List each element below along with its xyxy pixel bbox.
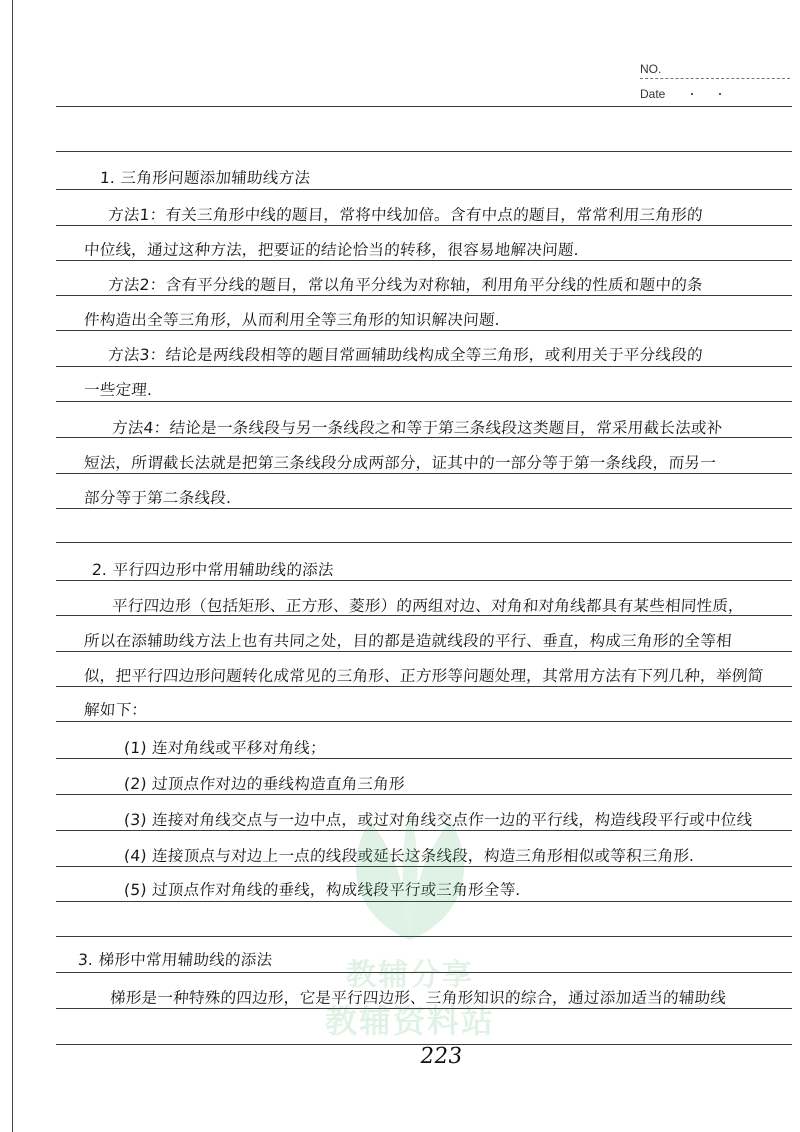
page-number: 223 (418, 1044, 464, 1069)
ruled-line (56, 830, 792, 831)
ruled-line (56, 260, 792, 261)
watermark-line-2: 教辅资料站 (324, 1002, 495, 1040)
ruled-line (56, 866, 792, 867)
section-2-heading: 2. 平行四边形中常用辅助线的添法 (91, 561, 335, 579)
ruled-line (56, 936, 792, 937)
section-2-list-item: (1) 连对角线或平移对角线； (123, 739, 327, 757)
watermark-line-1: 教辅分享 (346, 958, 474, 993)
ruled-line (56, 651, 792, 652)
section-2-list-item: (3) 连接对角线交点与一边中点，或过对角线交点作一边的平行线，构造线段平行或中位线 (123, 811, 754, 829)
section-1-line: 方法4：结论是一条线段与另一条线段之和等于第三条线段这类题目，常采用截长法或补 (111, 419, 724, 437)
section-3-line: 梯形是一种特殊的四边形，它是平行四边形、三角形知识的综合，通过添加适当的辅助线 (109, 989, 727, 1007)
section-1-line: 一些定理. (83, 381, 154, 399)
section-2-line: 似，把平行四边形问题转化成常见的三角形、正方形等问题处理，其常用方法有下列几种，举例简 (83, 667, 765, 685)
section-2-line: 解如下： (83, 701, 148, 719)
left-margin-line (12, 0, 13, 1132)
ruled-line (56, 1008, 792, 1009)
section-2-list-item: (5) 过顶点作对角线的垂线，构成线段平行或三角形全等. (123, 881, 522, 899)
ruled-line (56, 106, 792, 107)
date-label: Date (640, 87, 666, 101)
ruled-line (56, 758, 792, 759)
number-label: NO. (640, 62, 662, 76)
watermark (300, 800, 520, 1060)
section-2-line: 所以在添辅助线方法上也有共同之处，目的都是造就线段的平行、垂直，构成三角形的全等相 (83, 632, 733, 650)
ruled-line (56, 686, 792, 687)
section-1-line: 部分等于第二条线段. (83, 489, 233, 507)
section-1-line: 短法，所谓截长法就是把第三条线段分成两部分，证其中的一部分等于第一条线段，而另一 (83, 454, 717, 472)
ruled-line (56, 189, 792, 190)
section-1-line: 方法2：含有平分线的题目，常以角平分线为对称轴，利用角平分线的性质和题中的条 (107, 276, 704, 294)
ruled-line (56, 580, 792, 581)
ruled-line (56, 794, 792, 795)
ruled-line (56, 366, 792, 367)
ruled-line (56, 473, 792, 474)
date-dot (691, 93, 693, 95)
ruled-line (56, 542, 792, 543)
ruled-line (56, 901, 792, 902)
page-header (640, 56, 790, 105)
date-dot (719, 93, 721, 95)
section-2-line: 平行四边形（包括矩形、正方形、菱形）的两组对边、对角和对角线都具有某些相同性质， (111, 597, 745, 615)
ruled-line (56, 330, 792, 331)
section-1-line: 方法1：有关三角形中线的题目，常将中线加倍。含有中点的题目，常常利用三角形的 (107, 206, 704, 224)
number-field (640, 56, 790, 79)
ruled-line (56, 721, 792, 722)
section-1-line: 件构造出全等三角形，从而利用全等三角形的知识解决问题. (83, 311, 501, 329)
section-2-list-item: (2) 过顶点作对边的垂线构造直角三角形 (123, 775, 406, 793)
section-3-heading: 3. 梯形中常用辅助线的添法 (77, 951, 274, 969)
section-1-line: 方法3：结论是两线段相等的题目常画辅助线构成全等三角形，或利用关于平分线段的 (107, 346, 704, 364)
ruled-line (56, 508, 792, 509)
ruled-line (56, 151, 792, 152)
ruled-line (56, 972, 792, 973)
section-2-list-item: (4) 连接顶点与对边上一点的线段或延长这条线段，构造三角形相似或等积三角形. (123, 847, 696, 865)
date-field (640, 79, 790, 105)
ruled-line (56, 401, 792, 402)
ruled-line (56, 295, 792, 296)
ruled-line (56, 225, 792, 226)
section-1-heading: 1. 三角形问题添加辅助线方法 (99, 169, 311, 187)
section-1-line: 中位线，通过这种方法，把要证的结论恰当的转移，很容易地解决问题. (83, 241, 580, 259)
